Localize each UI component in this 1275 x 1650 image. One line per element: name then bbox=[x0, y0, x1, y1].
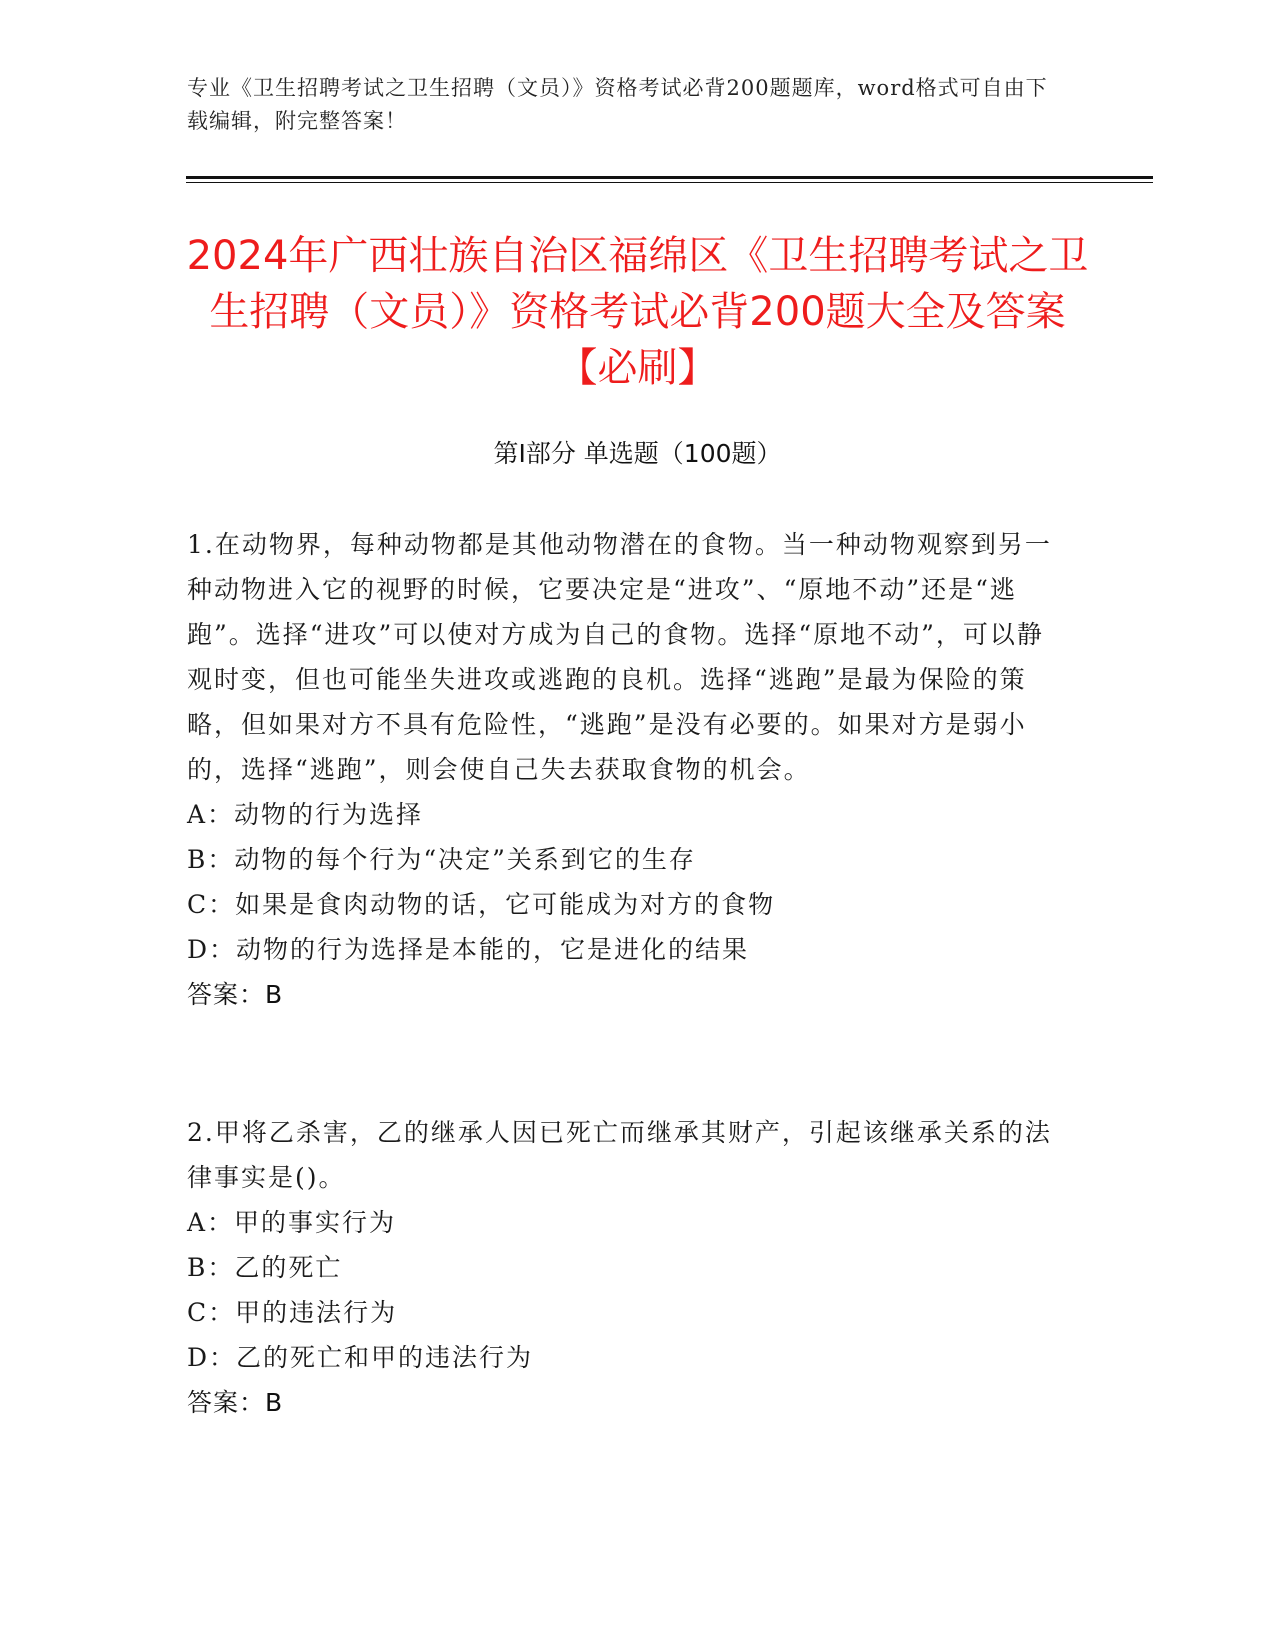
question-stem: 2.甲将乙杀害，乙的继承人因已死亡而继承其财产，引起该继承关系的法律事实是()。 bbox=[187, 1118, 1052, 1192]
option-b: B：乙的死亡 bbox=[187, 1253, 343, 1282]
option-c: C：如果是食肉动物的话，它可能成为对方的食物 bbox=[187, 890, 776, 919]
option-a: A：动物的行为选择 bbox=[187, 800, 424, 829]
header-divider-thick bbox=[186, 176, 1153, 179]
option-d: D：乙的死亡和甲的违法行为 bbox=[187, 1343, 534, 1372]
option-d: D：动物的行为选择是本能的，它是进化的结果 bbox=[187, 935, 750, 964]
document-title: 2024年广西壮族自治区福绵区《卫生招聘考试之卫生招聘（文员）》资格考试必背200题大全及答案【必刷】 bbox=[186, 233, 1089, 391]
question-block bbox=[187, 1110, 1067, 1425]
question-stem: 1.在动物界，每种动物都是其他动物潜在的食物。当一种动物观察到另一种动物进入它的视野的时候，它要决定是“进攻”、“原地不动”还是“逃跑”。选择“进攻”可以使对方成为自己的食物。选择“原地不动”，可以静观时变，但也可能坐失进攻或逃跑的良机。选择“逃跑”是最为保险的策略，但如果对方不具有危险性，“逃跑”是没有必要的。如果对方是弱小的，选择“逃跑”，则会使自己失去获取食物的机会。 bbox=[187, 530, 1052, 784]
option-b: B：动物的每个行为“决定”关系到它的生存 bbox=[187, 845, 696, 874]
question-block bbox=[187, 522, 1067, 1017]
option-c: C：甲的违法行为 bbox=[187, 1298, 398, 1327]
answer: 答案：B bbox=[187, 1388, 284, 1417]
header-note: 专业《卫生招聘考试之卫生招聘（文员）》资格考试必背200题题库，word格式可自由下载编辑，附完整答案！ bbox=[187, 76, 1048, 133]
option-a: A：甲的事实行为 bbox=[187, 1208, 397, 1237]
header-divider-thin bbox=[186, 182, 1153, 183]
section-title: 第I部分 单选题（100题） bbox=[493, 439, 782, 468]
answer: 答案：B bbox=[187, 980, 284, 1009]
